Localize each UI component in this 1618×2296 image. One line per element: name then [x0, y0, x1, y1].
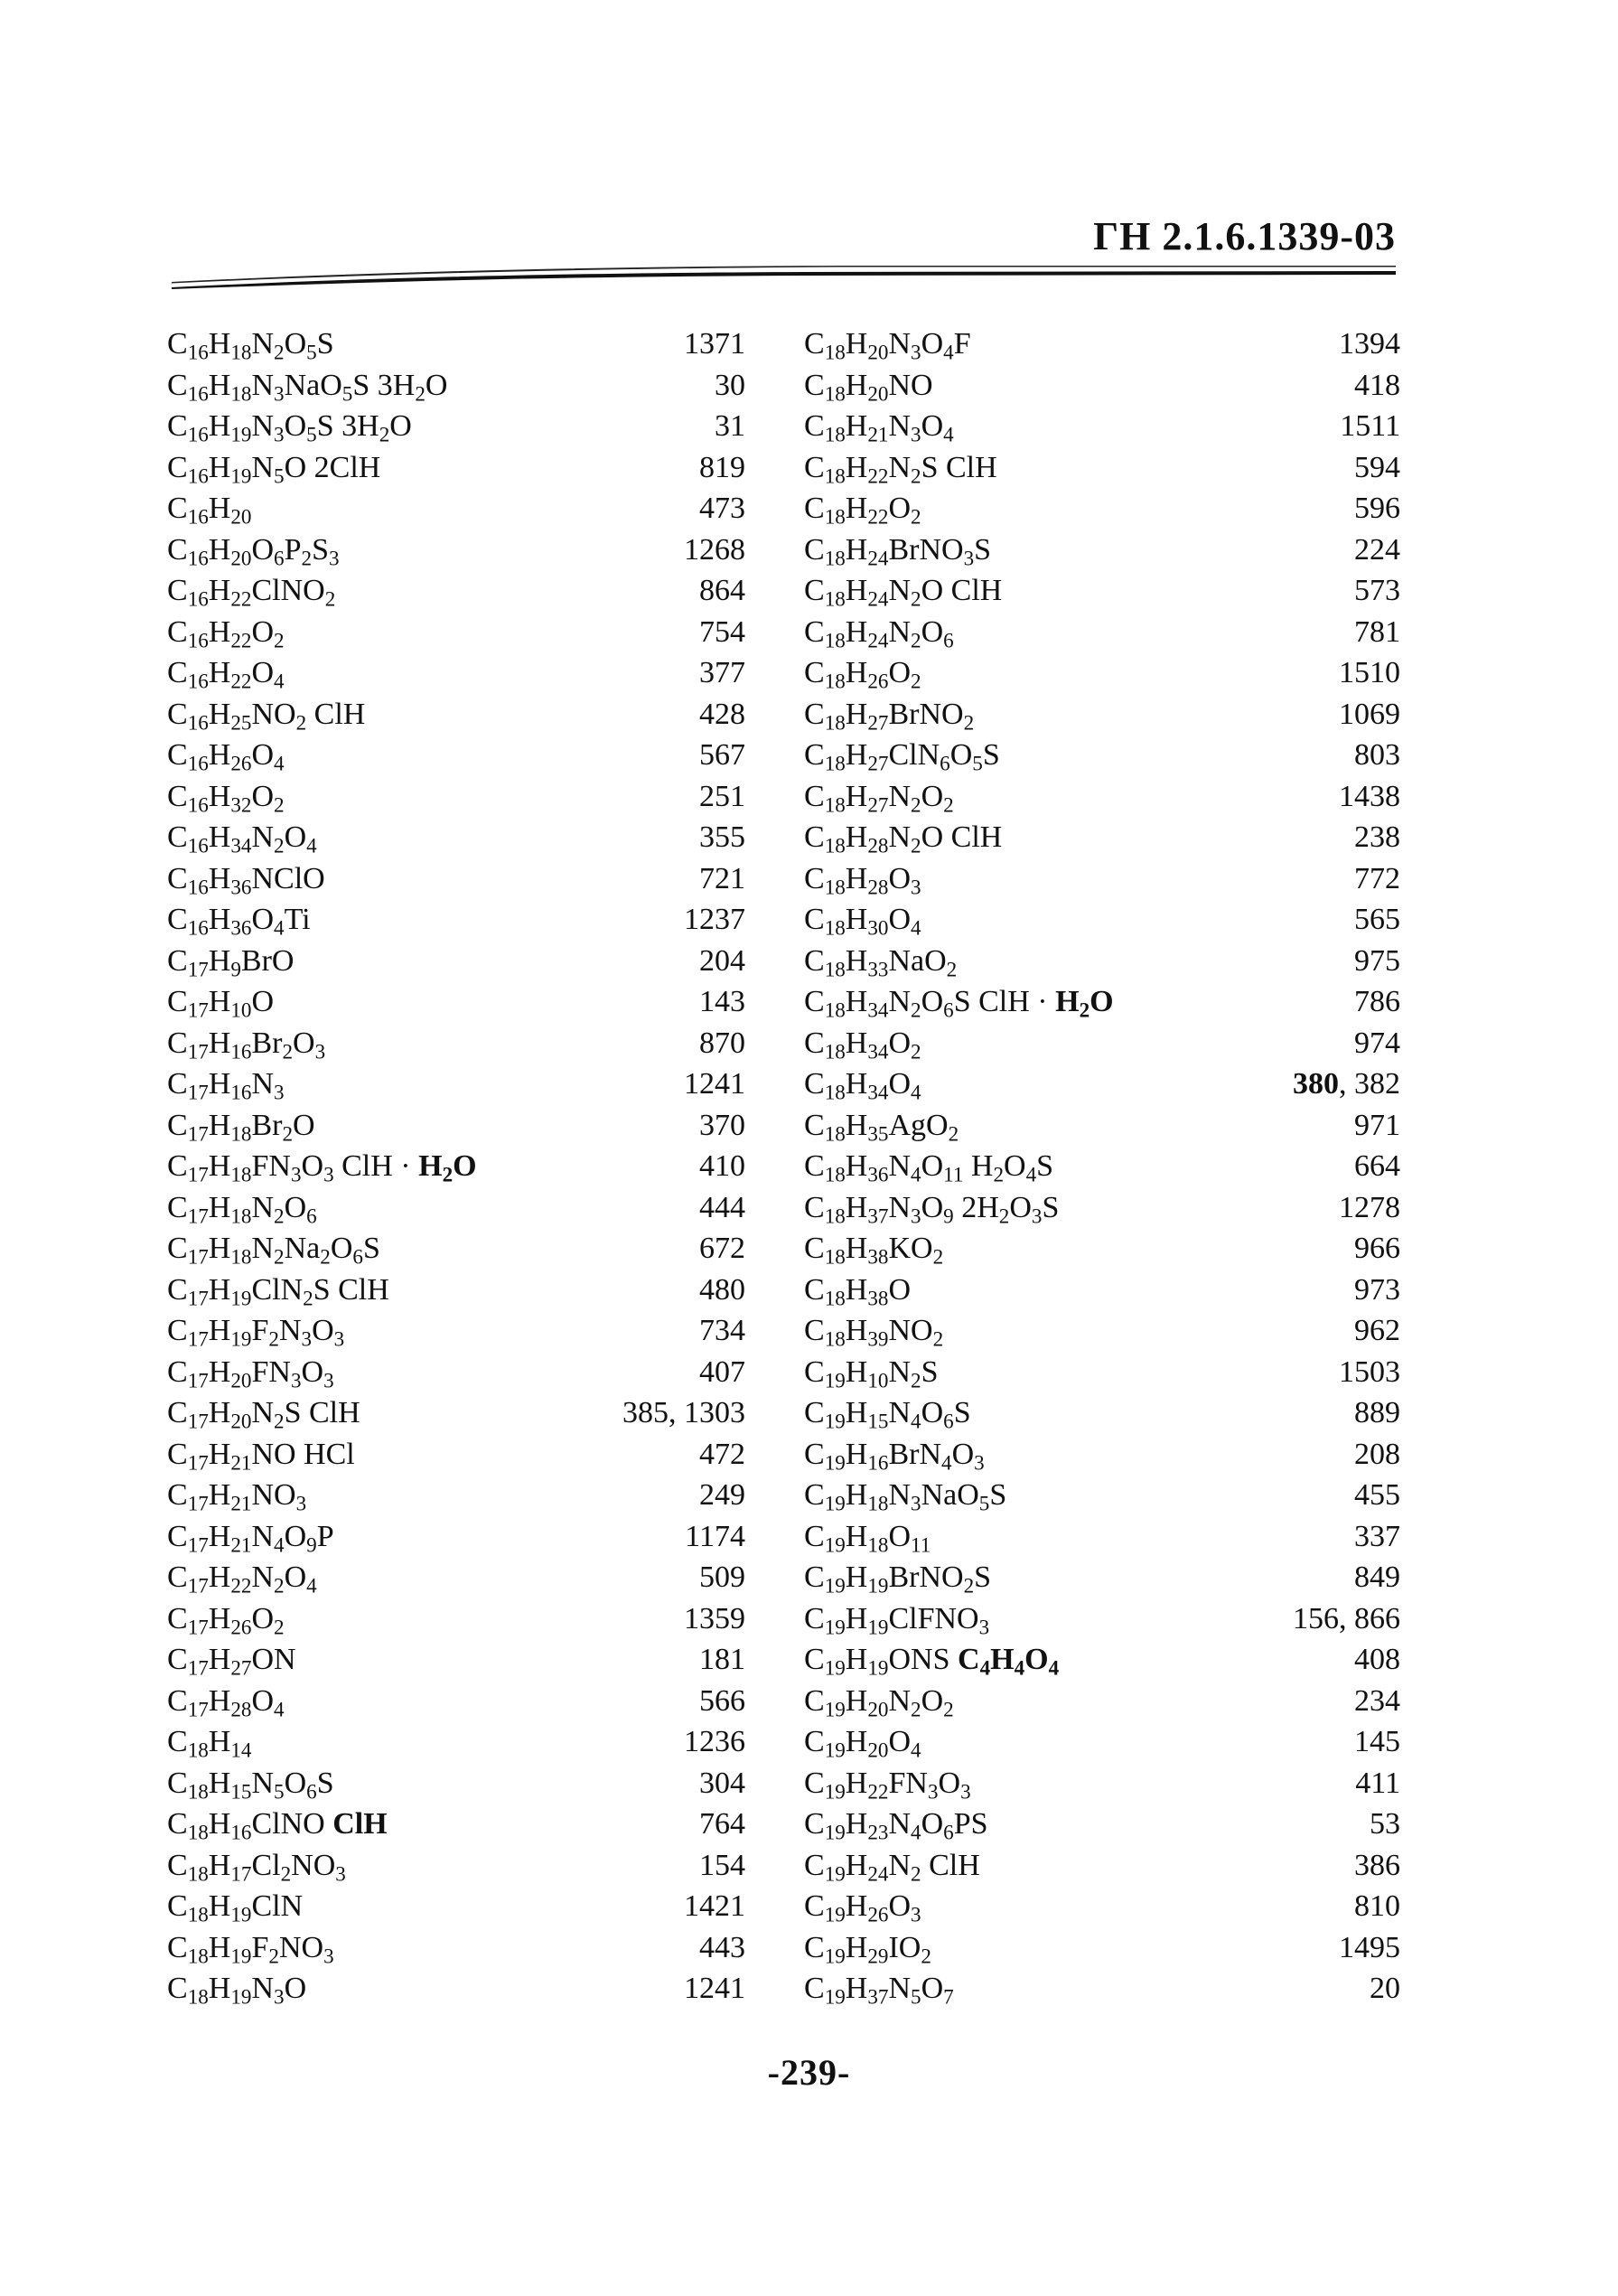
index-entry	[167, 612, 745, 653]
index-entry	[167, 447, 745, 489]
page-reference: 781	[1354, 614, 1400, 649]
chemical-formula: $C_{18}H_{27}ClN_6O_5S$	[804, 738, 1000, 776]
chemical-formula: $C_{19}H_{19}ClFNO_3$	[804, 1601, 990, 1639]
chemical-formula: $C_{16}H_{36}NClO$	[167, 861, 325, 899]
index-entry	[804, 858, 1400, 900]
chemical-formula: $C_{16}H_{34}N_2O_4$	[167, 820, 317, 858]
chemical-formula: $C_{18}H_{24}N_2O_6$	[804, 614, 954, 652]
chemical-formula: $C_{19}H_{15}N_4O_6S$	[804, 1396, 971, 1434]
index-entry	[167, 1434, 745, 1476]
index-entry	[804, 612, 1400, 653]
chemical-formula: $C_{19}H_{37}N_5O_7$	[804, 1972, 954, 2010]
index-entry	[804, 1927, 1400, 1969]
index-entry	[804, 1105, 1400, 1147]
chemical-formula: $C_{18}H_{26}O_2$	[804, 656, 921, 694]
page-reference: 386	[1354, 1848, 1400, 1882]
chemical-formula: $C_{18}H_{38}O$	[804, 1272, 912, 1310]
index-entry	[804, 1845, 1400, 1887]
page-reference: 1503	[1339, 1354, 1400, 1389]
page-reference: 428	[699, 697, 745, 731]
chemical-formula: $C_{18}H_{34}O_4$	[804, 1067, 921, 1105]
index-entry	[804, 776, 1400, 818]
chemical-formula: $C_{18}H_{19}N_3O$	[167, 1972, 307, 2010]
chemical-formula: $C_{19}H_{24}N_2$ ClH	[804, 1848, 980, 1886]
index-entry	[804, 1681, 1400, 1722]
right-column	[804, 323, 1400, 2010]
index-entry	[804, 1392, 1400, 1434]
page-reference: 30	[715, 368, 745, 402]
index-entry	[804, 652, 1400, 694]
page-reference: 975	[1354, 943, 1400, 978]
index-entry	[804, 1310, 1400, 1352]
page-reference: 31	[715, 409, 745, 443]
index-entry	[804, 1434, 1400, 1476]
chemical-formula: $C_{16}H_{32}O_2$	[167, 779, 285, 817]
index-entry	[167, 1392, 745, 1434]
index-entry	[167, 981, 745, 1023]
chemical-formula: $C_{17}H_{21}N_4O_9P$	[167, 1519, 334, 1557]
page-reference: 672	[699, 1232, 745, 1265]
chemical-formula: $C_{17}H_{22}N_2O_4$	[167, 1560, 317, 1598]
chemical-formula: $C_{19}H_{29}IO_2$	[804, 1930, 931, 1968]
chemical-formula: $C_{17}H_{28}O_4$	[167, 1683, 285, 1721]
index-entry	[804, 1516, 1400, 1558]
page-reference: 596	[1354, 492, 1400, 525]
page-reference: 385, 1303	[622, 1396, 745, 1429]
index-entry	[804, 1228, 1400, 1270]
chemical-formula: $C_{19}H_{23}N_4O_6PS$	[804, 1807, 988, 1845]
index-entry	[167, 1886, 745, 1927]
index-entry	[167, 1064, 745, 1105]
index-entry	[804, 488, 1400, 529]
chemical-formula: $C_{18}H_{24}N_2O$ ClH	[804, 574, 1003, 612]
chemical-formula: $C_{17}H_{18}N_2O_6$	[167, 1190, 317, 1228]
index-entry	[804, 1187, 1400, 1229]
page-reference: 565	[1354, 903, 1400, 936]
index-entry	[167, 1681, 745, 1722]
index-entry	[167, 1228, 745, 1270]
page-reference: 1237	[684, 903, 745, 936]
page-reference: 870	[699, 1026, 745, 1060]
page-reference: 1371	[684, 327, 745, 361]
chemical-formula: $C_{17}H_{27}ON$	[167, 1643, 296, 1681]
page-reference: 234	[1354, 1683, 1400, 1718]
chemical-formula: $C_{17}H_{20}N_2S$ ClH	[167, 1396, 360, 1434]
index-entry	[167, 1927, 745, 1969]
page-reference: 1421	[684, 1889, 745, 1923]
index-entry	[167, 323, 745, 365]
chemical-formula: $C_{17}H_9BrO$	[167, 943, 295, 981]
page-reference: 154	[699, 1848, 745, 1882]
index-entry	[167, 1023, 745, 1064]
page-reference: 380, 382	[1293, 1067, 1400, 1101]
index-entry	[804, 1639, 1400, 1681]
page-reference: 443	[699, 1930, 745, 1964]
page-reference: 594	[1354, 450, 1400, 484]
index-entry	[804, 694, 1400, 736]
chemical-formula: $C_{19}H_{19}BrNO_2S$	[804, 1560, 992, 1598]
index-entry	[167, 1763, 745, 1804]
chemical-formula: $C_{17}H_{16}N_3$	[167, 1067, 285, 1105]
page-reference: 337	[1354, 1519, 1400, 1553]
chemical-formula: $C_{18}H_{28}N_2O$ ClH	[804, 820, 1003, 858]
page-reference: 973	[1354, 1272, 1400, 1307]
chemical-formula: $C_{17}H_{21}NO_3$	[167, 1478, 307, 1516]
page-reference: 966	[1354, 1232, 1400, 1265]
index-entry	[804, 1804, 1400, 1845]
index-entry	[804, 817, 1400, 858]
page-reference: 355	[699, 820, 745, 854]
index-entry	[167, 735, 745, 776]
index-entry	[804, 365, 1400, 407]
index-entry	[804, 1023, 1400, 1064]
chemical-formula: $C_{18}H_{36}N_4O_{11}$ $H_2O_4S$	[804, 1149, 1054, 1187]
page-reference: 251	[699, 779, 745, 813]
chemical-formula: $C_{17}H_{10}O$	[167, 985, 275, 1023]
index-entry	[167, 858, 745, 900]
index-entry	[167, 1516, 745, 1558]
index-entry	[804, 735, 1400, 776]
page-reference: 444	[699, 1190, 745, 1224]
chemical-formula: $C_{19}H_{20}O_4$	[804, 1725, 921, 1763]
index-entry	[167, 1105, 745, 1147]
chemical-formula: $C_{16}H_{26}O_4$	[167, 738, 285, 776]
index-entry	[167, 1352, 745, 1393]
page-reference: 249	[699, 1478, 745, 1512]
index-entry	[167, 1968, 745, 2010]
page-reference: 238	[1354, 820, 1400, 854]
chemical-formula: $C_{18}H_{38}KO_2$	[804, 1232, 944, 1270]
chemical-formula: $C_{16}H_{19}N_5O$ 2ClH	[167, 450, 381, 488]
chemical-formula: $C_{16}H_{18}N_3NaO_5S$ $3H_2O$	[167, 368, 448, 406]
chemical-formula: $C_{18}H_{15}N_5O_6S$	[167, 1766, 334, 1804]
page-reference: 721	[699, 861, 745, 895]
index-entry	[167, 899, 745, 941]
chemical-formula: $C_{17}H_{19}F_2N_3O_3$	[167, 1314, 345, 1352]
index-entry	[167, 570, 745, 612]
index-entry	[167, 1804, 745, 1845]
page-reference: 304	[699, 1766, 745, 1800]
chemical-formula: $C_{19}H_{19}ONS$ $C_4H_4O_4$	[804, 1643, 1060, 1681]
page-reference: 1394	[1339, 327, 1400, 361]
page-reference: 407	[699, 1354, 745, 1389]
chemical-formula: $C_{18}H_{16}ClNO$ ClH	[167, 1807, 388, 1845]
index-entry	[804, 447, 1400, 489]
chemical-formula: $C_{18}H_{22}N_2S$ ClH	[804, 450, 997, 488]
page-reference: 1241	[684, 1972, 745, 2005]
header-rule	[172, 264, 1396, 291]
page-reference: 410	[699, 1149, 745, 1183]
chemical-formula: $C_{18}H_{35}AgO_2$	[804, 1108, 959, 1146]
chemical-formula: $C_{16}H_{22}O_2$	[167, 614, 285, 652]
index-entry	[167, 1146, 745, 1187]
page-reference: 803	[1354, 738, 1400, 772]
page-reference: 573	[1354, 574, 1400, 607]
chemical-formula: $C_{19}H_{26}O_3$	[804, 1889, 921, 1927]
chemical-formula: $C_{17}H_{19}ClN_2S$ ClH	[167, 1272, 389, 1310]
page-reference: 664	[1354, 1149, 1400, 1183]
page-reference: 786	[1354, 985, 1400, 1018]
page-reference: 754	[699, 614, 745, 649]
chemical-formula: $C_{17}H_{18}Br_2O$	[167, 1108, 315, 1146]
page-reference: 377	[699, 656, 745, 689]
page-reference: 1359	[684, 1601, 745, 1635]
index-entry	[167, 941, 745, 982]
index-entry	[804, 1968, 1400, 2010]
index-entry	[167, 529, 745, 571]
page-reference: 849	[1354, 1560, 1400, 1594]
index-entry	[804, 1270, 1400, 1311]
page-reference: 974	[1354, 1026, 1400, 1060]
chemical-formula: $C_{18}H_{27}N_2O_2$	[804, 779, 954, 817]
chemical-formula: $C_{18}H_{27}BrNO_2$	[804, 697, 975, 735]
page-reference: 567	[699, 738, 745, 772]
chemical-formula: $C_{18}H_{20}NO$	[804, 368, 933, 406]
page-reference: 1241	[684, 1067, 745, 1101]
page-reference: 473	[699, 492, 745, 525]
index-entry	[804, 1763, 1400, 1804]
chemical-formula: $C_{19}H_{22}FN_3O_3$	[804, 1766, 971, 1804]
chemical-formula: $C_{18}H_{34}N_2O_6S$ ClH · $H_2O$	[804, 985, 1114, 1023]
chemical-formula: $C_{19}H_{18}N_3NaO_5S$	[804, 1478, 1007, 1516]
index-entry	[804, 1886, 1400, 1927]
chemical-formula: $C_{17}H_{18}FN_3O_3$ ClH · $H_2O$	[167, 1149, 477, 1187]
index-entry	[804, 1352, 1400, 1393]
chemical-formula: $C_{16}H_{22}O_4$	[167, 656, 285, 694]
page-reference: 772	[1354, 861, 1400, 895]
index-entry	[804, 1064, 1400, 1105]
chemical-formula: $C_{18}H_{39}NO_2$	[804, 1314, 944, 1352]
index-entry	[167, 1845, 745, 1887]
chemical-formula: $C_{19}H_{20}N_2O_2$	[804, 1683, 954, 1721]
index-entry	[167, 1598, 745, 1640]
page-reference: 1510	[1339, 656, 1400, 689]
page-reference: 819	[699, 450, 745, 484]
index-entry	[804, 1598, 1400, 1640]
chemical-formula: $C_{18}H_{17}Cl_2NO_3$	[167, 1848, 346, 1886]
index-entry	[167, 1270, 745, 1311]
page-reference: 204	[699, 943, 745, 978]
chemical-formula: $C_{19}H_{18}O_{11}$	[804, 1519, 931, 1557]
page-reference: 1511	[1340, 409, 1400, 443]
page-reference: 370	[699, 1108, 745, 1142]
page-reference: 408	[1354, 1643, 1400, 1676]
page-reference: 1069	[1339, 697, 1400, 731]
page-reference: 509	[699, 1560, 745, 1594]
page-reference: 181	[699, 1643, 745, 1676]
index-entry	[167, 1475, 745, 1516]
chemical-formula: $C_{16}H_{20}$	[167, 492, 252, 529]
page-reference: 1268	[684, 532, 745, 567]
index-entry	[167, 776, 745, 818]
page-reference: 20	[1370, 1972, 1400, 2005]
page-reference: 145	[1354, 1725, 1400, 1758]
page-reference: 224	[1354, 532, 1400, 567]
page-number: -239-	[767, 2052, 851, 2093]
chemical-formula: $C_{16}H_{18}N_2O_5S$	[167, 327, 334, 365]
chemical-formula: $C_{18}H_{33}NaO_2$	[804, 943, 958, 981]
chemical-formula: $C_{16}H_{25}NO_2$ ClH	[167, 697, 366, 735]
page-reference: 962	[1354, 1314, 1400, 1347]
page-reference: 411	[1355, 1766, 1400, 1800]
index-entry	[167, 694, 745, 736]
page-reference: 480	[699, 1272, 745, 1307]
index-entry	[804, 1557, 1400, 1598]
index-entry	[804, 981, 1400, 1023]
chemical-formula: $C_{18}H_{30}O_4$	[804, 903, 921, 941]
index-entry	[804, 1475, 1400, 1516]
page-reference: 1174	[685, 1519, 745, 1553]
page-reference: 810	[1354, 1889, 1400, 1923]
index-entry	[804, 323, 1400, 365]
page-reference: 1236	[684, 1725, 745, 1758]
index-entry	[804, 899, 1400, 941]
chemical-formula: $C_{16}H_{22}ClNO_2$	[167, 574, 336, 612]
index-entry	[804, 1146, 1400, 1187]
chemical-formula: $C_{16}H_{20}O_6P_2S_3$	[167, 532, 340, 570]
chemical-formula: $C_{17}H_{16}Br_2O_3$	[167, 1026, 326, 1064]
chemical-formula: $C_{16}H_{19}N_3O_5S$ $3H_2O$	[167, 409, 412, 447]
index-entry	[167, 817, 745, 858]
index-entry	[167, 406, 745, 447]
index-entry	[804, 406, 1400, 447]
page-reference: 455	[1354, 1478, 1400, 1512]
chemical-formula: $C_{18}H_{24}BrNO_3S$	[804, 532, 992, 570]
index-entry	[167, 488, 745, 529]
index-entry	[167, 365, 745, 407]
chemical-formula: $C_{19}H_{10}N_2S$	[804, 1354, 939, 1392]
page-reference: 764	[699, 1807, 745, 1841]
chemical-formula: $C_{19}H_{16}BrN_4O_3$	[804, 1437, 985, 1475]
page-reference: 889	[1354, 1396, 1400, 1429]
index-entry	[167, 652, 745, 694]
index-entry	[167, 1557, 745, 1598]
page-reference: 1495	[1339, 1930, 1400, 1964]
page-reference: 208	[1354, 1437, 1400, 1471]
chemical-formula: $C_{18}H_{19}ClN$	[167, 1889, 304, 1927]
page-reference: 143	[699, 985, 745, 1018]
page-reference: 971	[1354, 1108, 1400, 1142]
chemical-formula: $C_{17}H_{26}O_2$	[167, 1601, 285, 1639]
index-entry	[167, 1639, 745, 1681]
index-entry	[167, 1721, 745, 1763]
chemical-formula: $C_{18}H_{28}O_3$	[804, 861, 921, 899]
index-entry	[804, 941, 1400, 982]
chemical-formula: $C_{17}H_{20}FN_3O_3$	[167, 1354, 334, 1392]
index-entry	[167, 1310, 745, 1352]
page-reference: 472	[699, 1437, 745, 1471]
chemical-formula: $C_{18}H_{21}N_3O_4$	[804, 409, 954, 447]
page-reference: 1278	[1339, 1190, 1400, 1224]
page-reference: 864	[699, 574, 745, 607]
chemical-formula: $C_{18}H_{22}O_2$	[804, 492, 921, 529]
index-entry	[167, 1187, 745, 1229]
chemical-formula: $C_{18}H_{34}O_2$	[804, 1026, 921, 1064]
page-reference: 1438	[1339, 779, 1400, 813]
page-reference: 53	[1370, 1807, 1400, 1841]
chemical-formula: $C_{18}H_{14}$	[167, 1725, 252, 1763]
page-reference: 418	[1354, 368, 1400, 402]
page-reference: 566	[699, 1683, 745, 1718]
index-entry	[804, 570, 1400, 612]
chemical-formula: $C_{17}H_{21}NO$ HCl	[167, 1437, 355, 1475]
index-entry	[804, 1721, 1400, 1763]
chemical-formula: $C_{16}H_{36}O_4Ti$	[167, 903, 311, 941]
page-reference: 156, 866	[1293, 1601, 1400, 1635]
chemical-formula: $C_{18}H_{37}N_3O_9$ $2H_2O_3S$	[804, 1190, 1060, 1228]
chemical-formula: $C_{17}H_{18}N_2Na_2O_6S$	[167, 1232, 380, 1270]
chemical-formula: $C_{18}H_{19}F_2NO_3$	[167, 1930, 334, 1968]
document-code: ГН 2.1.6.1339-03	[1093, 214, 1396, 258]
chemical-formula: $C_{18}H_{20}N_3O_4F$	[804, 327, 971, 365]
left-column	[167, 323, 745, 2010]
page-reference: 734	[699, 1314, 745, 1347]
index-entry	[804, 529, 1400, 571]
